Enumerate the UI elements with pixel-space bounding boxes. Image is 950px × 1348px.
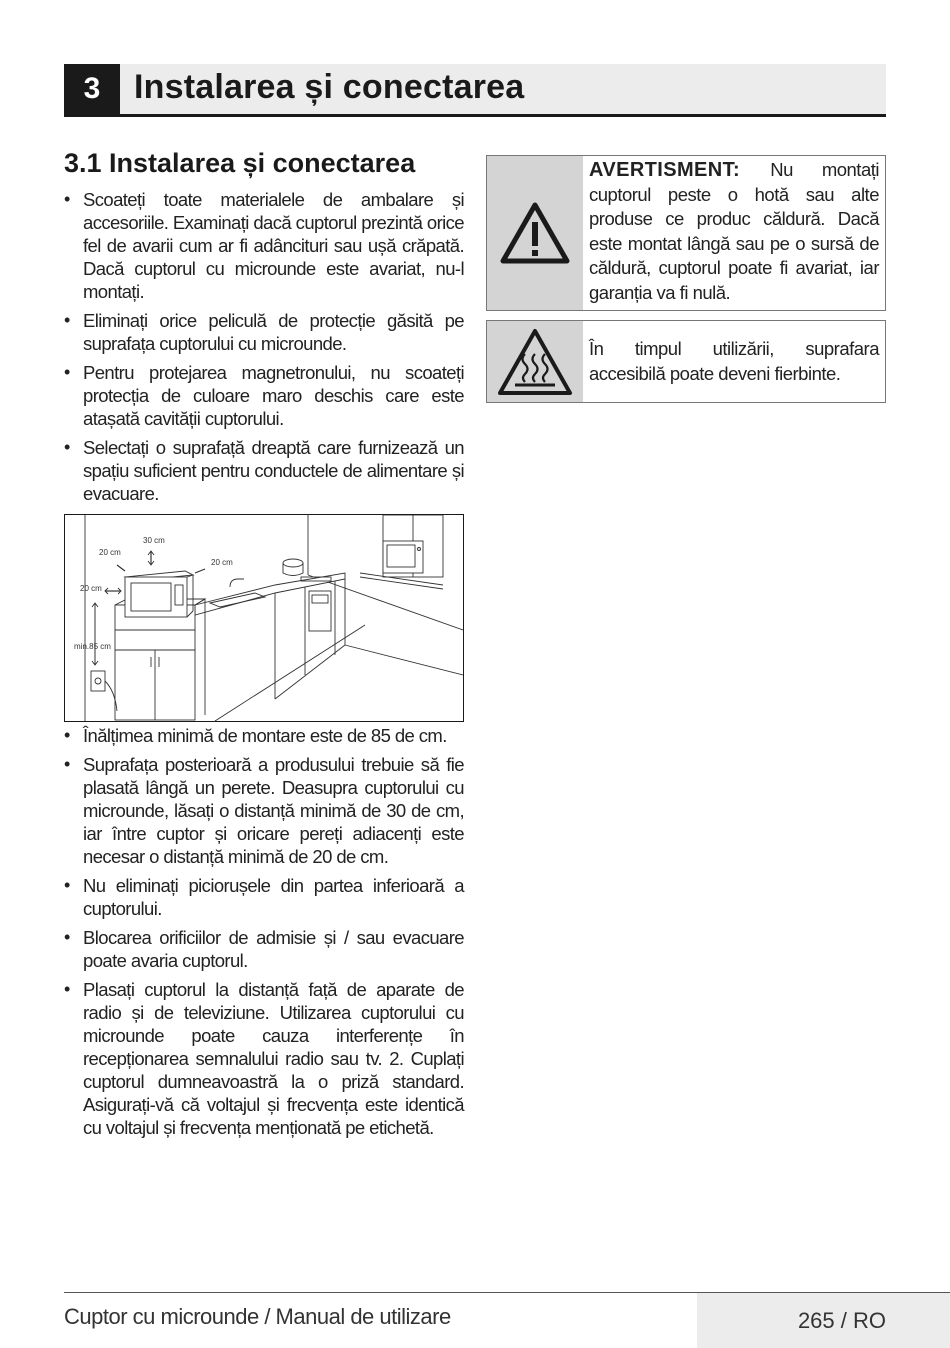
page-number: 265 xyxy=(797,1307,835,1333)
list-item: • Plasați cuptorul la distanță față de aparate de radio și de televiziune. Utilizarea cuptorului cu microunde poate cauza interferențe în recepționarea semnalului radio sau tv. 2. Cuplați cuptorul dumneavoastră la o priză standard. Asigurați-vă că voltajul și frecvența este identică cu voltajul și frecvența menționată pe etichetă. xyxy=(64,978,464,1139)
warning-heading: AVERTISMENT: xyxy=(589,159,771,181)
chapter-number: 3 xyxy=(64,64,120,114)
list-item: • Scoateți toate materialele de ambalare și accesoriile. Examinați dacă cuptorul prezintă orice fel de avarii cum ar fi adâncituri sau ușă crăpată. Dacă cuptorul cu microunde este avariat, nu-l montați. xyxy=(64,188,464,303)
footer-document-title: Cuptor cu microunde / Manual de utilizare xyxy=(64,1304,451,1329)
warning-box xyxy=(486,155,886,311)
list-item: • Selectați o suprafață dreaptă care furnizează un spațiu suficient pentru conductele de alimentare și evacuare. xyxy=(64,436,464,505)
warning-icon-panel xyxy=(487,156,583,310)
hot-surface-box xyxy=(486,320,886,403)
label-20cm-right: 20 cm xyxy=(211,558,233,567)
chapter-title: Instalarea și conectarea xyxy=(134,68,525,106)
label-min-85cm: min.85 cm xyxy=(74,642,111,651)
installation-diagram xyxy=(64,514,464,722)
list-item: • Nu eliminați piciorușele din partea inferioară a cuptorului. xyxy=(64,874,464,920)
language-code: RO xyxy=(853,1307,886,1333)
bullet-list-top xyxy=(64,188,464,511)
hot-surface-icon xyxy=(497,328,573,396)
list-item: • Suprafața posterioară a produsului trebuie să fie plasată lângă un perete. Deasupra cuptorului cu microunde, lăsați o distanță minimă de 30 de cm, iar între cuptor și oricare pereți adiacenți este necesar o distanță minimă de 20 de cm. xyxy=(64,753,464,868)
page-separator: / xyxy=(834,1307,853,1333)
section-title: 3.1 Instalarea și conectarea xyxy=(64,148,416,178)
warning-body: Nu montați cuptorul peste o hotă sau alte produse ce produc căldură. Dacă este montat lângă sau pe o sursă de căldură, cuptorul poate fi avariat, iar garanția va fi nulă. xyxy=(589,159,879,303)
bullet-list-bottom xyxy=(64,724,464,1145)
hot-surface-text: În timpul utilizării, suprafara accesibilă poate deveni fierbinte. xyxy=(589,338,879,384)
chapter-header xyxy=(64,64,886,117)
label-20cm-left: 20 cm xyxy=(80,584,102,593)
footer-page-box xyxy=(697,1293,950,1348)
list-item: • Înălțimea minimă de montare este de 85 de cm. xyxy=(64,724,464,747)
hot-surface-icon-panel xyxy=(487,321,583,402)
warning-text xyxy=(583,156,885,310)
list-item: • Eliminați orice peliculă de protecție găsită pe suprafața cuptorului cu microunde. xyxy=(64,309,464,355)
list-item: • Blocarea orificiilor de admisie și / sau evacuare poate avaria cuptorul. xyxy=(64,926,464,972)
label-30cm: 30 cm xyxy=(143,536,165,545)
list-item: • Pentru protejarea magnetronului, nu scoateți protecția de culoare maro deschis care este atașată cavității cuptorului. xyxy=(64,361,464,430)
label-20cm-top: 20 cm xyxy=(99,548,121,557)
warning-triangle-icon xyxy=(500,202,570,264)
